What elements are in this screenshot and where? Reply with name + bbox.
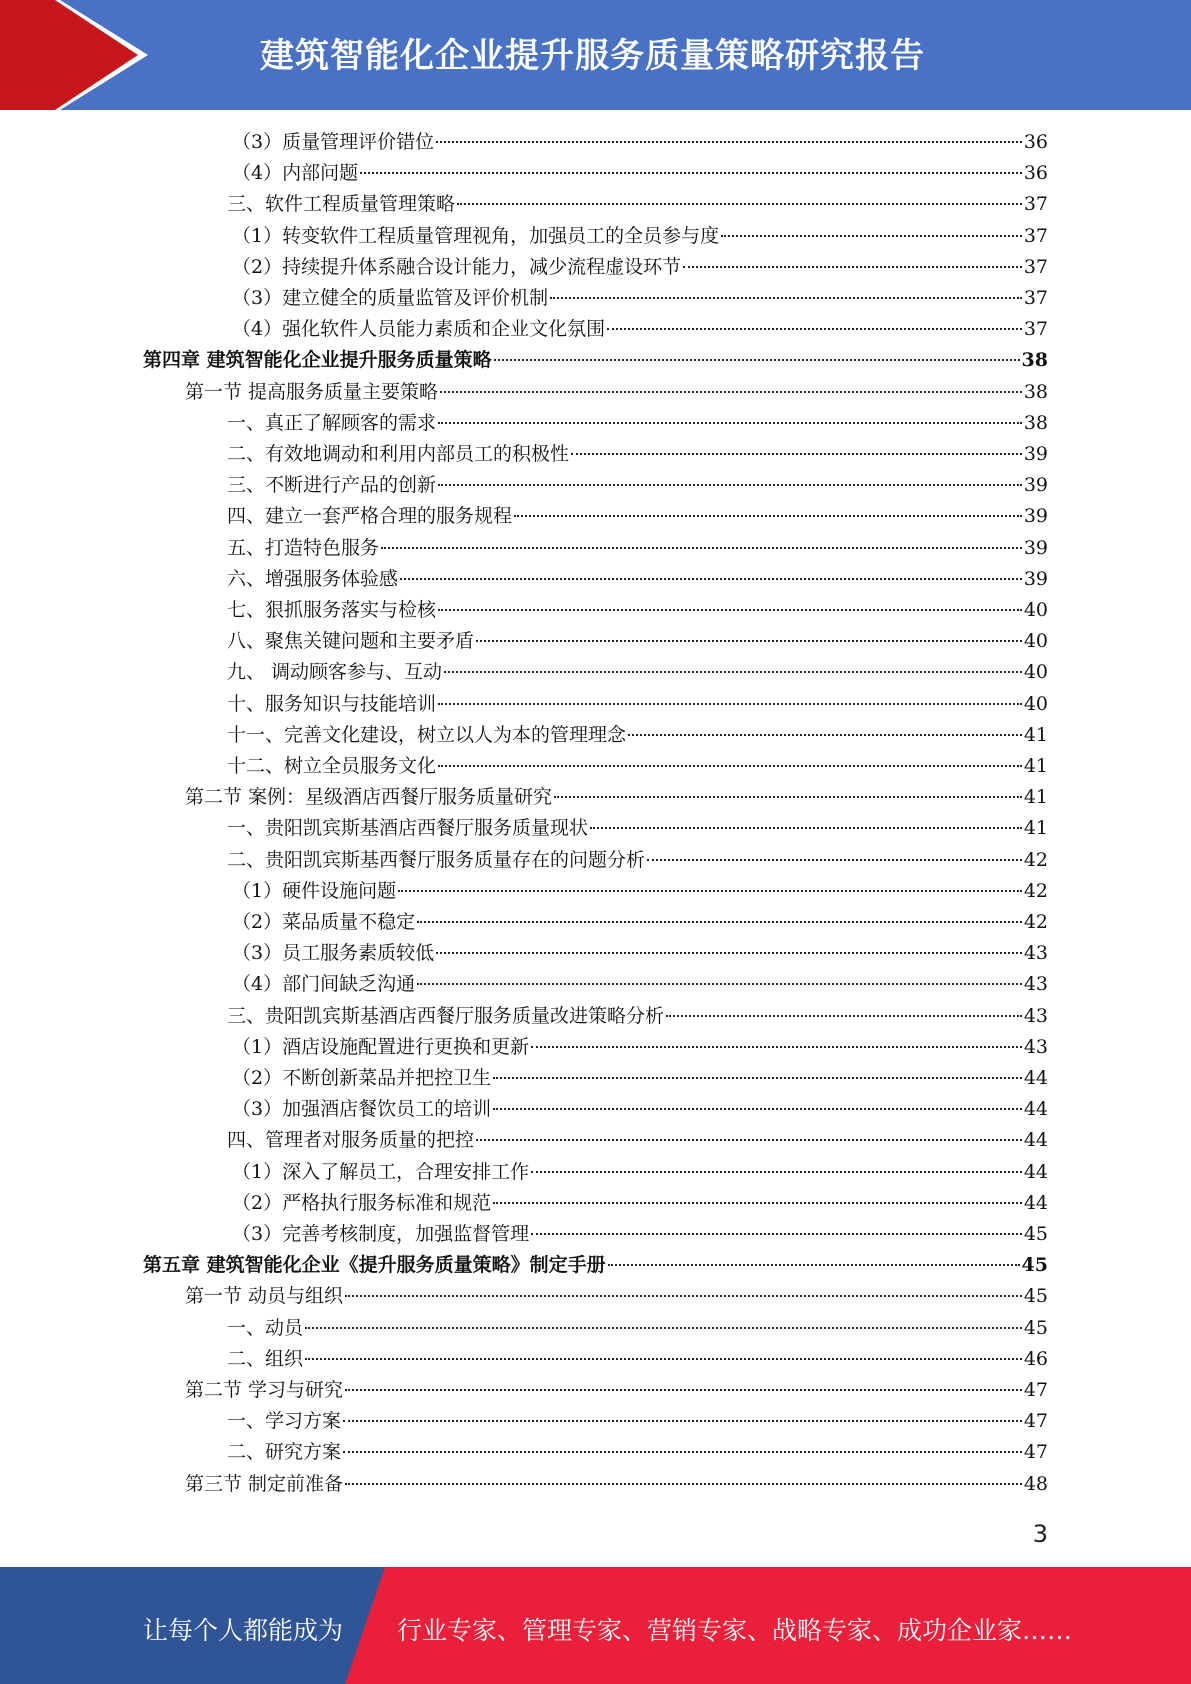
toc-dot-leader [438, 422, 1022, 424]
toc-entry-row[interactable] [232, 1158, 1048, 1186]
toc-page-number: 42 [1023, 848, 1048, 871]
toc-dot-leader [493, 1077, 1022, 1079]
toc-entry-row[interactable] [227, 1314, 1048, 1342]
toc-entry-row[interactable] [232, 1189, 1048, 1217]
toc-page-number: 44 [1023, 1067, 1048, 1089]
toc-page-number: 43 [1023, 942, 1048, 965]
toc-dot-leader [494, 359, 1020, 361]
toc-entry-row[interactable] [227, 752, 1048, 780]
toc-page-number: 44 [1023, 1129, 1048, 1152]
toc-entry-title: （1）硬件设施问题 [232, 879, 397, 902]
toc-dot-leader [550, 297, 1022, 299]
toc-dot-leader [554, 796, 1022, 798]
toc-entry-title: （1）深入了解员工，合理安排工作 [232, 1160, 530, 1183]
toc-dot-leader [417, 921, 1022, 923]
toc-entry-title: （3）完善考核制度，加强监督管理 [232, 1223, 530, 1245]
toc-entry-row[interactable] [232, 159, 1048, 187]
toc-entry-row[interactable] [232, 1095, 1048, 1123]
toc-entry-row[interactable] [232, 253, 1048, 281]
toc-entry-row[interactable] [227, 721, 1048, 749]
toc-entry-row[interactable] [227, 814, 1048, 842]
toc-entry-title: 二、研究方案 [227, 1441, 342, 1464]
toc-dot-leader [607, 328, 1022, 330]
toc-dot-leader [438, 703, 1022, 705]
toc-entry-row[interactable] [232, 1064, 1048, 1092]
toc-entry-title: （3）质量管理评价错位 [232, 131, 435, 153]
toc-entry-row[interactable] [227, 534, 1048, 562]
toc-entry-row[interactable] [227, 627, 1048, 655]
toc-dot-leader [666, 1015, 1022, 1017]
toc-dot-leader [417, 983, 1022, 985]
toc-dot-leader [436, 952, 1022, 954]
toc-page-number: 39 [1023, 443, 1048, 465]
toc-entry-row[interactable] [227, 1126, 1048, 1154]
toc-entry-title: 第一节 提高服务质量主要策略 [185, 380, 439, 403]
toc-page-number: 41 [1023, 817, 1048, 840]
toc-entry-row[interactable] [227, 1438, 1048, 1466]
toc-page-number: 42 [1023, 879, 1048, 902]
toc-page-number: 37 [1023, 193, 1048, 216]
toc-entry-row[interactable] [227, 190, 1048, 218]
toc-dot-leader [571, 453, 1022, 455]
toc-entry-title: 第一节 动员与组织 [185, 1285, 344, 1308]
toc-dot-leader [400, 578, 1022, 580]
toc-dot-leader [381, 547, 1022, 549]
toc-entry-row[interactable] [227, 440, 1048, 468]
toc-page-number: 38 [1023, 411, 1048, 434]
toc-entry-title: 八、聚焦关键问题和主要矛盾 [227, 630, 475, 653]
toc-dot-leader [343, 1451, 1022, 1453]
toc-entry-title: 二、组织 [227, 1347, 304, 1370]
toc-entry-row[interactable] [232, 908, 1048, 936]
toc-entry-row[interactable] [227, 690, 1048, 718]
toc-entry-title: 第四章 建筑智能化企业提升服务质量策略 [143, 349, 492, 372]
toc-section-row[interactable] [185, 783, 1048, 811]
toc-dot-leader [590, 827, 1022, 829]
toc-entry-title: （3）员工服务素质较低 [232, 942, 435, 965]
toc-dot-leader [628, 734, 1022, 736]
toc-dot-leader [360, 172, 1022, 174]
toc-page-number: 41 [1023, 755, 1048, 777]
toc-entry-title: 三、不断进行产品的创新 [227, 474, 437, 497]
toc-dot-leader [305, 1327, 1022, 1329]
toc-dot-leader [398, 890, 1022, 892]
toc-dot-leader [438, 609, 1022, 611]
toc-dot-leader [476, 1139, 1022, 1141]
toc-page-number: 36 [1023, 162, 1048, 185]
toc-page-number: 45 [1023, 1316, 1048, 1339]
toc-entry-title: 四、建立一套严格合理的服务规程 [227, 505, 513, 528]
toc-page-number: 37 [1023, 224, 1048, 247]
toc-entry-title: 三、贵阳凯宾斯基酒店西餐厅服务质量改进策略分析 [227, 1004, 665, 1027]
toc-dot-leader [683, 266, 1022, 268]
toc-dot-leader [438, 484, 1022, 486]
toc-entry-row[interactable] [227, 565, 1048, 593]
toc-page-number: 37 [1023, 318, 1048, 341]
toc-entry-row[interactable] [227, 596, 1048, 624]
toc-entry-title: （4）强化软件人员能力素质和企业文化氛围 [232, 318, 606, 341]
toc-entry-row[interactable] [232, 222, 1048, 250]
toc-page-number: 39 [1023, 536, 1048, 559]
toc-page-number: 40 [1023, 661, 1048, 684]
toc-entry-row[interactable] [232, 970, 1048, 998]
toc-entry-title: 五、打造特色服务 [227, 536, 380, 559]
toc-dot-leader [345, 1389, 1022, 1391]
toc-page-number: 42 [1023, 911, 1048, 933]
toc-page-number: 45 [1023, 1223, 1048, 1245]
toc-dot-leader [531, 1171, 1022, 1173]
toc-dot-leader [345, 1295, 1022, 1297]
toc-dot-leader [476, 640, 1022, 642]
toc-page-number: 43 [1023, 1035, 1048, 1058]
toc-section-row[interactable] [185, 1470, 1048, 1498]
toc-page-number: 41 [1023, 786, 1048, 809]
toc-entry-row[interactable] [227, 471, 1048, 499]
toc-entry-title: （2）持续提升体系融合设计能力，减少流程虚设环节 [232, 255, 682, 278]
toc-dot-leader [438, 765, 1022, 767]
toc-page-number: 39 [1023, 474, 1048, 497]
toc-entry-title: （2）严格执行服务标准和规范 [232, 1191, 492, 1214]
toc-dot-leader [531, 1046, 1022, 1048]
toc-entry-row[interactable] [227, 846, 1048, 874]
toc-entry-title: 二、有效地调动和利用内部员工的积极性 [227, 443, 570, 465]
toc-entry-title: （4）内部问题 [232, 162, 359, 185]
toc-entry-title: 一、学习方案 [227, 1410, 342, 1433]
toc-entry-title: 三、软件工程质量管理策略 [227, 193, 456, 216]
footer-banner [0, 1567, 1191, 1684]
toc-page-number: 39 [1023, 567, 1048, 590]
toc-page-number: 44 [1023, 1160, 1048, 1183]
toc-entry-title: （1）酒店设施配置进行更换和更新 [232, 1035, 530, 1058]
toc-dot-leader [457, 203, 1022, 205]
toc-entry-title: 十一、完善文化建设，树立以人为本的管理理念 [227, 723, 627, 746]
toc-dot-leader [444, 671, 1022, 673]
toc-dot-leader [647, 859, 1022, 861]
toc-entry-title: 七、狠抓服务落实与检核 [227, 599, 437, 621]
toc-chapter-row[interactable] [143, 346, 1048, 374]
toc-entry-title: 一、贵阳凯宾斯基酒店西餐厅服务质量现状 [227, 817, 589, 840]
toc-section-row[interactable] [185, 1376, 1048, 1404]
toc-section-row[interactable] [185, 378, 1048, 406]
toc-entry-row[interactable] [232, 1033, 1048, 1061]
toc-page-number: 44 [1023, 1191, 1048, 1214]
toc-page-number: 47 [1023, 1441, 1048, 1464]
toc-entry-title: （2）菜品质量不稳定 [232, 911, 416, 933]
toc-entry-row[interactable] [227, 658, 1048, 686]
toc-entry-title: 第二节 学习与研究 [185, 1379, 344, 1401]
page-number: 3 [1032, 1520, 1048, 1548]
toc-page-number: 37 [1023, 255, 1048, 278]
toc-entry-title: （3）建立健全的质量监管及评价机制 [232, 287, 549, 309]
toc-entry-row[interactable] [227, 502, 1048, 530]
toc-page-number: 47 [1023, 1410, 1048, 1433]
toc-page-number: 48 [1023, 1472, 1048, 1495]
toc-page-number: 43 [1023, 973, 1048, 996]
toc-page-number: 46 [1023, 1347, 1048, 1370]
toc-entry-row[interactable] [232, 284, 1048, 312]
toc-entry-title: （3）加强酒店餐饮员工的培训 [232, 1098, 492, 1121]
header-banner [0, 0, 1191, 110]
toc-page-number: 41 [1023, 723, 1048, 746]
toc-page-number: 37 [1023, 287, 1048, 309]
toc-entry-title: 第二节 案例：星级酒店西餐厅服务质量研究 [185, 786, 553, 809]
toc-page-number: 43 [1023, 1004, 1048, 1027]
toc-entry-title: 六、增强服务体验感 [227, 567, 399, 590]
toc-entry-title: 十、服务知识与技能培训 [227, 692, 437, 715]
toc-dot-leader [305, 1358, 1022, 1360]
toc-entry-row[interactable] [232, 128, 1048, 156]
toc-dot-leader [343, 1420, 1022, 1422]
toc-page-number: 39 [1023, 505, 1048, 528]
toc-entry-title: 十二、树立全员服务文化 [227, 755, 437, 777]
toc-entry-title: 第五章 建筑智能化企业《提升服务质量策略》制定手册 [143, 1254, 606, 1277]
toc-chapter-row[interactable] [143, 1251, 1048, 1279]
toc-entry-title: （4）部门间缺乏沟通 [232, 973, 416, 996]
toc-section-row[interactable] [185, 1282, 1048, 1310]
toc-entry-title: 九、 调动顾客参与、互动 [227, 661, 443, 684]
toc-dot-leader [721, 235, 1022, 237]
toc-entry-title: 第三节 制定前准备 [185, 1472, 344, 1495]
toc-dot-leader [345, 1483, 1022, 1485]
footer-slogan-left: 让每个人都能成为 [143, 1616, 344, 1645]
report-title: 建筑智能化企业提升服务质量策略研究报告 [260, 36, 925, 76]
toc-entry-row[interactable] [232, 1220, 1048, 1248]
toc-page-number: 40 [1023, 692, 1048, 715]
toc-dot-leader [493, 1108, 1022, 1110]
toc-dot-leader [608, 1264, 1020, 1266]
toc-entry-row[interactable] [232, 315, 1048, 343]
toc-page-number: 40 [1023, 630, 1048, 653]
toc-page-number: 44 [1023, 1098, 1048, 1121]
toc-page-number: 38 [1023, 380, 1048, 403]
toc-entry-title: 四、管理者对服务质量的把控 [227, 1129, 475, 1152]
toc-page-number: 40 [1023, 599, 1048, 621]
toc-entry-title: 二、贵阳凯宾斯基西餐厅服务质量存在的问题分析 [227, 848, 646, 871]
toc-page-number: 45 [1021, 1254, 1048, 1277]
toc-page-number: 36 [1023, 131, 1048, 153]
toc-entry-row[interactable] [227, 409, 1048, 437]
toc-dot-leader [514, 515, 1022, 517]
toc-entry-title: （1）转变软件工程质量管理视角，加强员工的全员参与度 [232, 224, 720, 247]
footer-slogan-right: 行业专家、管理专家、营销专家、战略专家、成功企业家…… [397, 1616, 1073, 1645]
toc-entry-title: （2）不断创新菜品并把控卫生 [232, 1067, 492, 1089]
toc-page-number: 38 [1021, 349, 1048, 372]
toc-dot-leader [531, 1233, 1022, 1235]
toc-entry-row[interactable] [232, 877, 1048, 905]
toc-entry-title: 一、真正了解顾客的需求 [227, 411, 437, 434]
toc-entry-row[interactable] [227, 1407, 1048, 1435]
toc-entry-row[interactable] [227, 1002, 1048, 1030]
toc-dot-leader [440, 391, 1022, 393]
toc-page-number: 45 [1023, 1285, 1048, 1308]
toc-entry-title: 一、动员 [227, 1316, 304, 1339]
toc-entry-row[interactable] [227, 1345, 1048, 1373]
toc-dot-leader [493, 1202, 1022, 1204]
toc-page-number: 47 [1023, 1379, 1048, 1401]
toc-dot-leader [436, 141, 1022, 143]
toc-entry-row[interactable] [232, 939, 1048, 967]
